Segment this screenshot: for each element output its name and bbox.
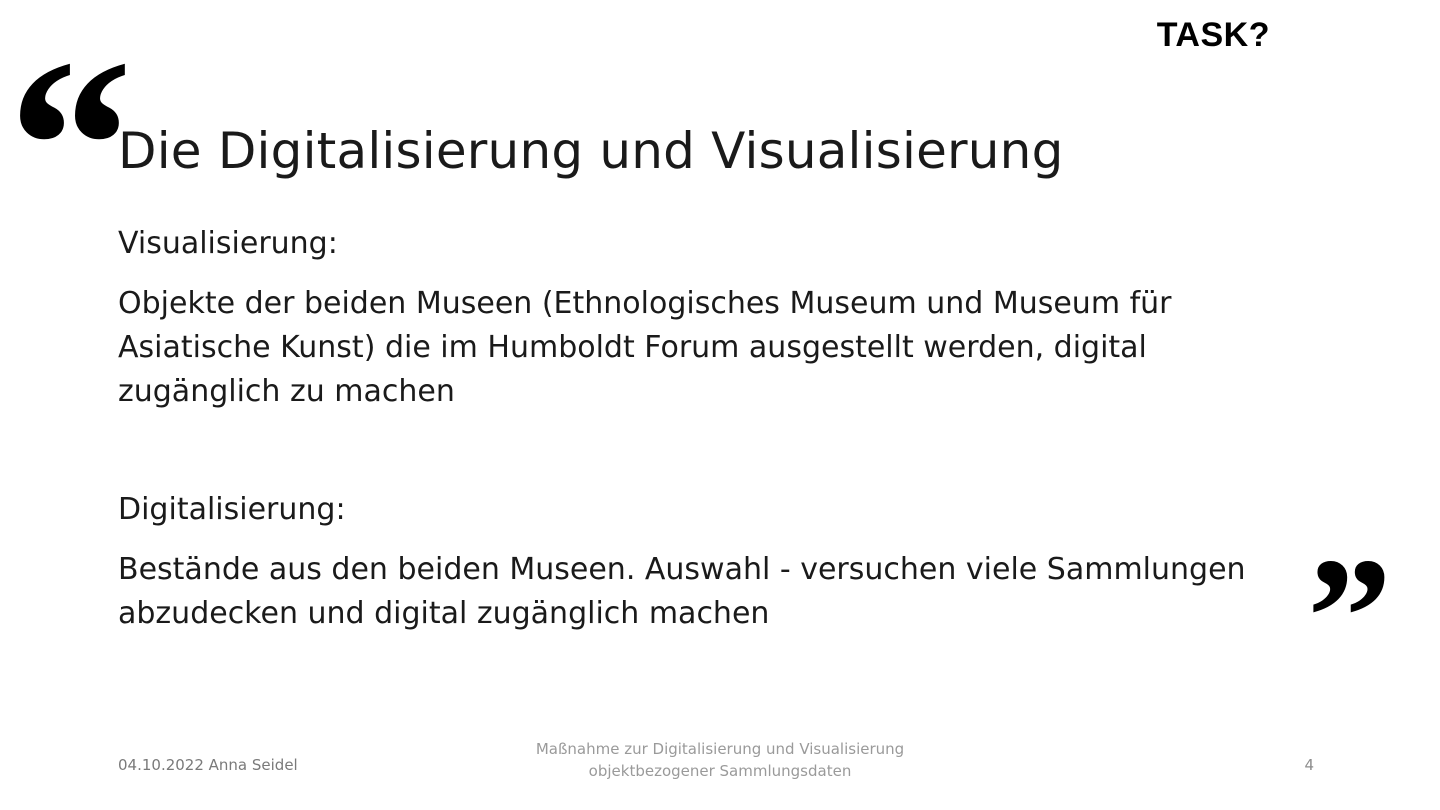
- slide-body: [118, 222, 1318, 652]
- section-text-digitalisierung: Bestände aus den beiden Museen. Auswahl - versuchen viele Sammlungen abzudecken und digital zugänglich machen: [118, 552, 1246, 631]
- footer-project-title-line2: objektbezogener Sammlungsdaten: [588, 762, 852, 780]
- page-number: 4: [1304, 756, 1314, 774]
- section-heading-digitalisierung: Digitalisierung:: [118, 492, 346, 527]
- footer-date-author: 04.10.2022 Anna Seidel: [118, 756, 298, 774]
- section-spacer: [118, 430, 1318, 488]
- section-heading-visualisierung: Visualisierung:: [118, 226, 338, 261]
- footer-project-title-line1: Maßnahme zur Digitalisierung und Visualisierung: [535, 740, 905, 758]
- task-marker-label: TASK?: [1156, 16, 1270, 54]
- page-title: Die Digitalisierung und Visualisierung: [118, 121, 1064, 180]
- section-text-visualisierung: Objekte der beiden Museen (Ethnologisches Museum und Museum für Asiatische Kunst) die im Humboldt Forum ausgestellt werden, digital zugänglich zu machen: [118, 286, 1172, 409]
- closing-quotation-mark-icon: ”: [1307, 523, 1392, 711]
- footer-project-title: [460, 738, 980, 782]
- slide-footer: [0, 736, 1440, 786]
- opening-quotation-mark-icon: “: [8, 8, 133, 285]
